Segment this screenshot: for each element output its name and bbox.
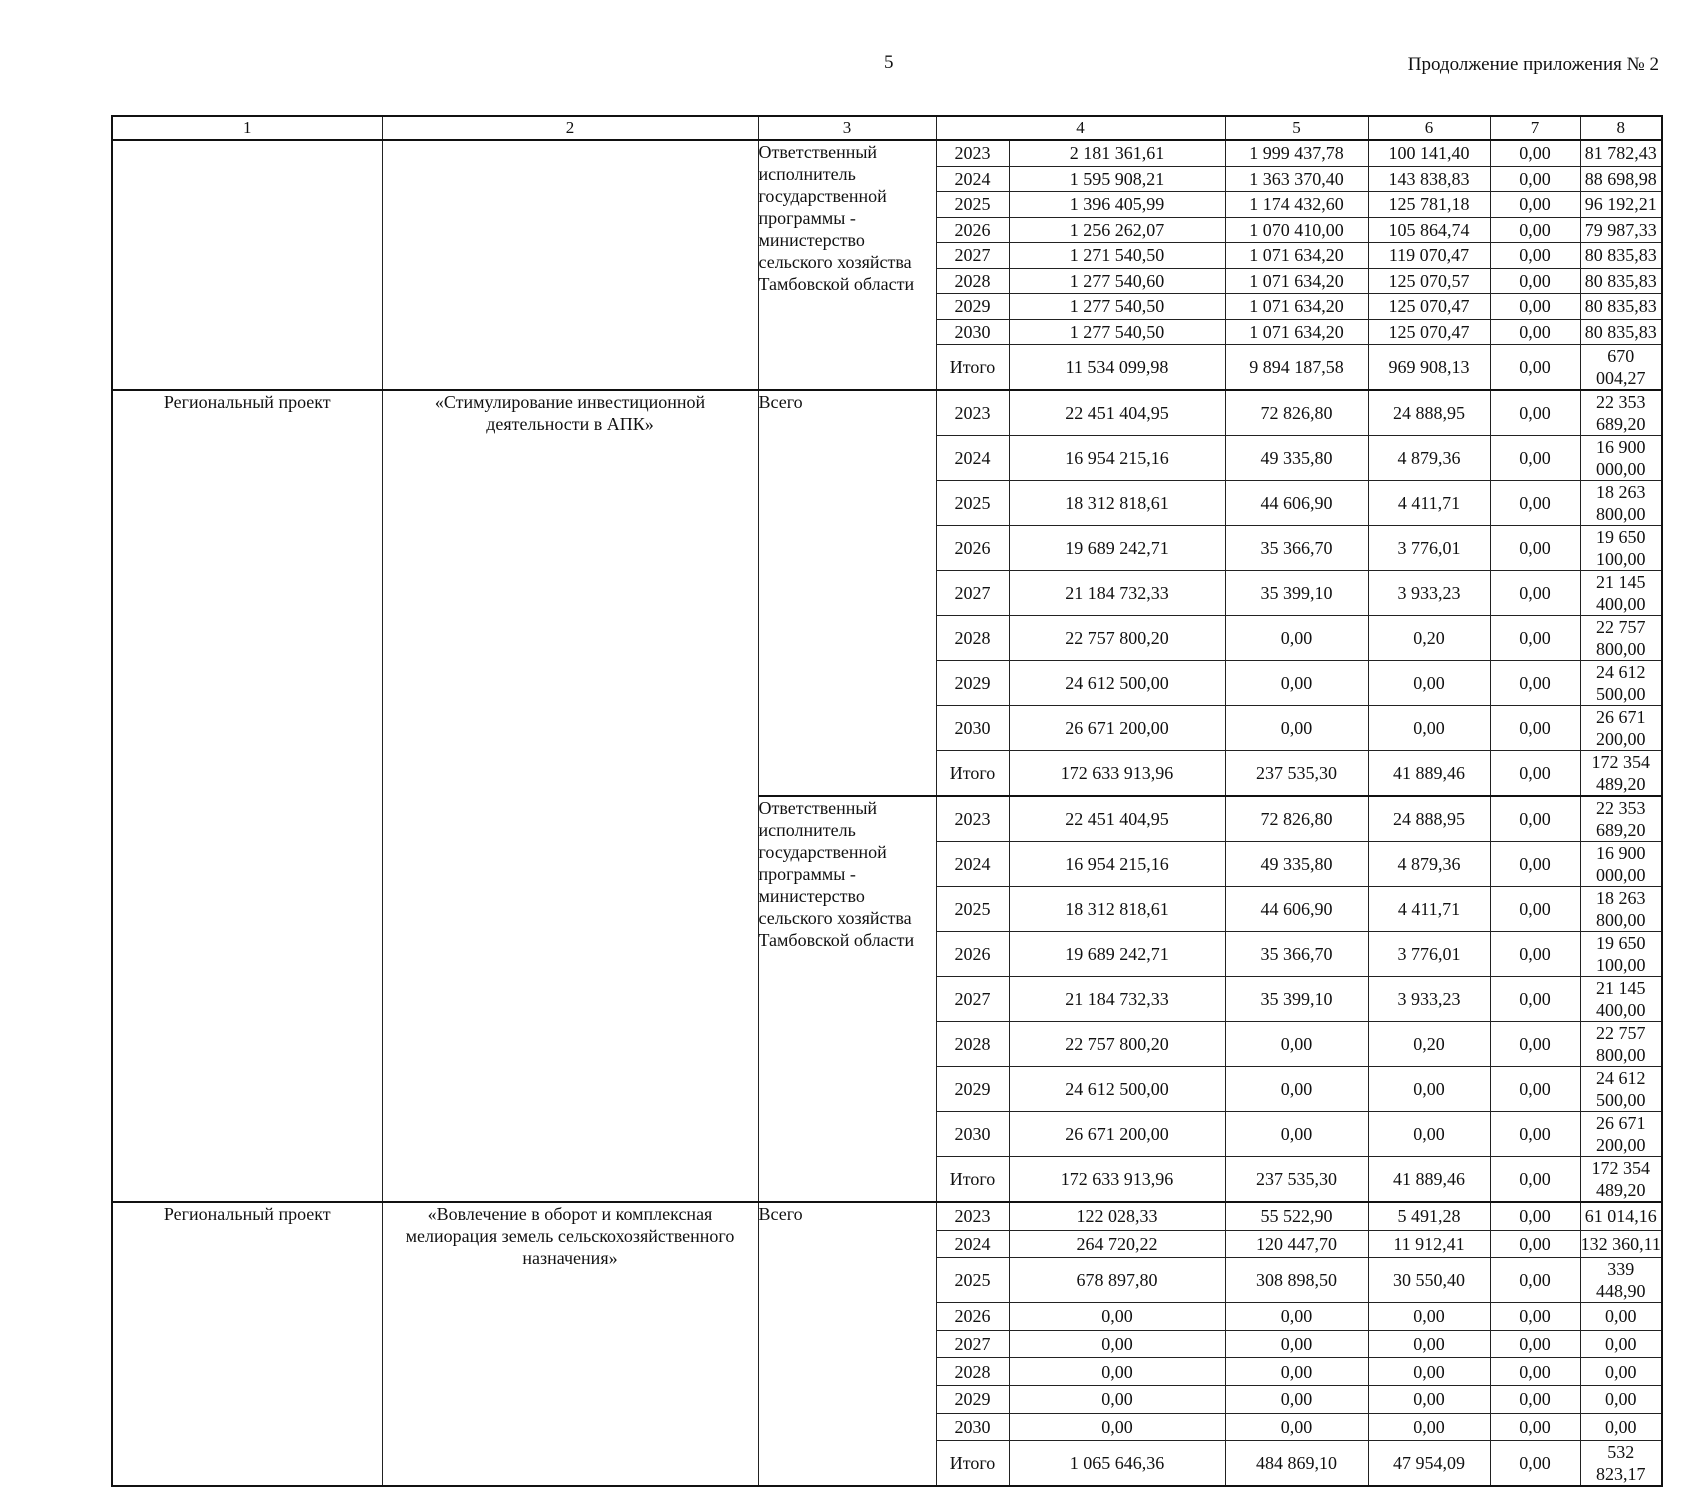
year-cell: 2023 <box>936 140 1009 166</box>
column-header: 4 <box>936 116 1225 140</box>
amount-cell: 0,00 <box>1368 1303 1490 1331</box>
amount-cell: 132 360,11 <box>1580 1230 1662 1258</box>
amount-cell: 35 399,10 <box>1225 571 1368 616</box>
amount-cell: 49 335,80 <box>1225 842 1368 887</box>
amount-cell: 0,00 <box>1009 1303 1225 1331</box>
amount-cell: 125 070,57 <box>1368 268 1490 294</box>
amount-cell: 0,00 <box>1490 706 1580 751</box>
amount-cell: 0,00 <box>1490 1330 1580 1358</box>
amount-cell: 0,00 <box>1368 1413 1490 1441</box>
amount-cell: 0,00 <box>1009 1358 1225 1386</box>
amount-cell: 21 184 732,33 <box>1009 977 1225 1022</box>
amount-cell: 0,00 <box>1225 1112 1368 1157</box>
amount-cell: 0,00 <box>1225 1067 1368 1112</box>
amount-cell: 0,00 <box>1225 706 1368 751</box>
amount-cell: 81 782,43 <box>1580 140 1662 166</box>
amount-cell: 1 277 540,50 <box>1009 319 1225 345</box>
amount-cell: 18 312 818,61 <box>1009 481 1225 526</box>
amount-cell: 16 954 215,16 <box>1009 842 1225 887</box>
amount-cell: 1 071 634,20 <box>1225 294 1368 320</box>
year-cell: 2029 <box>936 1385 1009 1413</box>
year-cell: 2028 <box>936 616 1009 661</box>
year-cell: 2025 <box>936 1258 1009 1303</box>
column-header: 2 <box>382 116 758 140</box>
amount-cell: 1 065 646,36 <box>1009 1441 1225 1487</box>
amount-cell: 24 888,95 <box>1368 390 1490 436</box>
year-cell: 2025 <box>936 481 1009 526</box>
amount-cell: 22 451 404,95 <box>1009 796 1225 842</box>
amount-cell: 0,00 <box>1490 616 1580 661</box>
amount-cell: 0,00 <box>1490 192 1580 218</box>
amount-cell: 105 864,74 <box>1368 217 1490 243</box>
continuation-label: Продолжение приложения № 2 <box>1407 54 1659 75</box>
amount-cell: 0,00 <box>1009 1413 1225 1441</box>
amount-cell: 5 491,28 <box>1368 1202 1490 1230</box>
year-cell: Итого <box>936 345 1009 391</box>
amount-cell: 55 522,90 <box>1225 1202 1368 1230</box>
amount-cell: 0,00 <box>1368 1358 1490 1386</box>
funding-source-cell: Ответственный исполнитель государственной программы - министерство сельского хозяйства Тамбовской области <box>758 140 936 390</box>
amount-cell: 0,00 <box>1490 1022 1580 1067</box>
budget-table <box>111 115 1663 1487</box>
amount-cell: 22 757 800,20 <box>1009 1022 1225 1067</box>
amount-cell: 11 912,41 <box>1368 1230 1490 1258</box>
amount-cell: 1 363 370,40 <box>1225 166 1368 192</box>
amount-cell: 1 277 540,50 <box>1009 294 1225 320</box>
amount-cell: 30 550,40 <box>1368 1258 1490 1303</box>
amount-cell: 1 595 908,21 <box>1009 166 1225 192</box>
amount-cell: 4 411,71 <box>1368 481 1490 526</box>
amount-cell: 4 879,36 <box>1368 436 1490 481</box>
year-cell: Итого <box>936 751 1009 797</box>
amount-cell: 16 954 215,16 <box>1009 436 1225 481</box>
year-cell: Итого <box>936 1441 1009 1487</box>
amount-cell: 237 535,30 <box>1225 1157 1368 1203</box>
amount-cell: 19 689 242,71 <box>1009 932 1225 977</box>
amount-cell: 35 366,70 <box>1225 932 1368 977</box>
table-row <box>112 140 1662 166</box>
table-row <box>112 390 1662 436</box>
amount-cell: 0,00 <box>1225 1358 1368 1386</box>
amount-cell: 969 908,13 <box>1368 345 1490 391</box>
amount-cell: 1 271 540,50 <box>1009 243 1225 269</box>
table-row <box>112 1202 1662 1230</box>
amount-cell: 122 028,33 <box>1009 1202 1225 1230</box>
amount-cell: 35 399,10 <box>1225 977 1368 1022</box>
amount-cell: 0,00 <box>1580 1330 1662 1358</box>
amount-cell: 532 823,17 <box>1580 1441 1662 1487</box>
amount-cell: 0,00 <box>1490 243 1580 269</box>
amount-cell: 0,00 <box>1490 1303 1580 1331</box>
amount-cell: 125 781,18 <box>1368 192 1490 218</box>
amount-cell: 0,00 <box>1225 661 1368 706</box>
amount-cell: 18 312 818,61 <box>1009 887 1225 932</box>
year-cell: Итого <box>936 1157 1009 1203</box>
amount-cell: 47 954,09 <box>1368 1441 1490 1487</box>
amount-cell: 0,00 <box>1490 977 1580 1022</box>
amount-cell: 0,00 <box>1009 1330 1225 1358</box>
amount-cell: 19 650 100,00 <box>1580 526 1662 571</box>
amount-cell: 670 004,27 <box>1580 345 1662 391</box>
program-name-cell: «Вовлечение в оборот и комплексная мелиорация земель сельскохозяйственного назначения» <box>382 1202 758 1486</box>
amount-cell: 72 826,80 <box>1225 796 1368 842</box>
year-cell: 2023 <box>936 796 1009 842</box>
year-cell: 2027 <box>936 571 1009 616</box>
funding-source-cell: Ответственный исполнитель государственной программы - министерство сельского хозяйства Тамбовской области <box>758 796 936 1202</box>
amount-cell: 16 900 000,00 <box>1580 842 1662 887</box>
amount-cell: 80 835,83 <box>1580 268 1662 294</box>
amount-cell: 0,00 <box>1580 1413 1662 1441</box>
amount-cell: 4 879,36 <box>1368 842 1490 887</box>
amount-cell: 0,00 <box>1368 1330 1490 1358</box>
amount-cell: 26 671 200,00 <box>1009 706 1225 751</box>
amount-cell: 0,00 <box>1490 1202 1580 1230</box>
amount-cell: 0,00 <box>1490 481 1580 526</box>
amount-cell: 484 869,10 <box>1225 1441 1368 1487</box>
year-cell: 2028 <box>936 1358 1009 1386</box>
year-cell: 2030 <box>936 319 1009 345</box>
amount-cell: 125 070,47 <box>1368 294 1490 320</box>
amount-cell: 0,00 <box>1368 1112 1490 1157</box>
amount-cell: 0,00 <box>1225 1303 1368 1331</box>
amount-cell: 0,00 <box>1490 390 1580 436</box>
amount-cell: 172 633 913,96 <box>1009 1157 1225 1203</box>
amount-cell: 88 698,98 <box>1580 166 1662 192</box>
column-header: 7 <box>1490 116 1580 140</box>
column-header: 8 <box>1580 116 1662 140</box>
amount-cell: 0,00 <box>1490 140 1580 166</box>
amount-cell: 22 451 404,95 <box>1009 390 1225 436</box>
amount-cell: 0,00 <box>1368 1067 1490 1112</box>
amount-cell: 0,00 <box>1490 436 1580 481</box>
year-cell: 2027 <box>936 243 1009 269</box>
amount-cell: 1 256 262,07 <box>1009 217 1225 243</box>
amount-cell: 0,00 <box>1490 268 1580 294</box>
year-cell: 2026 <box>936 1303 1009 1331</box>
year-cell: 2026 <box>936 217 1009 243</box>
amount-cell: 237 535,30 <box>1225 751 1368 797</box>
amount-cell: 308 898,50 <box>1225 1258 1368 1303</box>
funding-source-cell: Всего <box>758 1202 936 1486</box>
column-header: 6 <box>1368 116 1490 140</box>
amount-cell: 0,00 <box>1368 1385 1490 1413</box>
amount-cell: 1 071 634,20 <box>1225 243 1368 269</box>
amount-cell: 0,00 <box>1490 1413 1580 1441</box>
amount-cell: 21 145 400,00 <box>1580 977 1662 1022</box>
amount-cell: 0,00 <box>1490 319 1580 345</box>
amount-cell: 0,00 <box>1368 661 1490 706</box>
year-cell: 2029 <box>936 661 1009 706</box>
amount-cell: 0,00 <box>1490 661 1580 706</box>
amount-cell: 22 353 689,20 <box>1580 390 1662 436</box>
amount-cell: 1 071 634,20 <box>1225 319 1368 345</box>
amount-cell: 2 181 361,61 <box>1009 140 1225 166</box>
year-cell: 2027 <box>936 1330 1009 1358</box>
amount-cell: 0,00 <box>1580 1303 1662 1331</box>
amount-cell: 41 889,46 <box>1368 1157 1490 1203</box>
amount-cell: 0,00 <box>1490 1385 1580 1413</box>
amount-cell: 0,00 <box>1368 706 1490 751</box>
amount-cell: 264 720,22 <box>1009 1230 1225 1258</box>
amount-cell: 24 612 500,00 <box>1580 661 1662 706</box>
amount-cell: 11 534 099,98 <box>1009 345 1225 391</box>
amount-cell: 96 192,21 <box>1580 192 1662 218</box>
year-cell: 2029 <box>936 1067 1009 1112</box>
amount-cell: 1 277 540,60 <box>1009 268 1225 294</box>
amount-cell: 18 263 800,00 <box>1580 887 1662 932</box>
year-cell: 2024 <box>936 436 1009 481</box>
amount-cell: 172 354 489,20 <box>1580 1157 1662 1203</box>
amount-cell: 1 174 432,60 <box>1225 192 1368 218</box>
year-cell: 2030 <box>936 1112 1009 1157</box>
year-cell: 2025 <box>936 192 1009 218</box>
column-number-row <box>112 116 1662 140</box>
amount-cell: 3 933,23 <box>1368 977 1490 1022</box>
amount-cell: 80 835,83 <box>1580 294 1662 320</box>
amount-cell: 0,00 <box>1009 1385 1225 1413</box>
amount-cell: 120 447,70 <box>1225 1230 1368 1258</box>
year-cell: 2023 <box>936 1202 1009 1230</box>
amount-cell: 1 396 405,99 <box>1009 192 1225 218</box>
amount-cell: 0,00 <box>1225 1385 1368 1413</box>
year-cell: 2027 <box>936 977 1009 1022</box>
amount-cell: 26 671 200,00 <box>1580 1112 1662 1157</box>
column-header: 3 <box>758 116 936 140</box>
amount-cell: 0,00 <box>1490 217 1580 243</box>
amount-cell: 0,00 <box>1490 932 1580 977</box>
amount-cell: 0,20 <box>1368 616 1490 661</box>
amount-cell: 0,00 <box>1490 842 1580 887</box>
amount-cell: 0,20 <box>1368 1022 1490 1067</box>
amount-cell: 61 014,16 <box>1580 1202 1662 1230</box>
amount-cell: 0,00 <box>1490 1067 1580 1112</box>
amount-cell: 80 835,83 <box>1580 243 1662 269</box>
amount-cell: 24 888,95 <box>1368 796 1490 842</box>
year-cell: 2023 <box>936 390 1009 436</box>
year-cell: 2030 <box>936 1413 1009 1441</box>
amount-cell: 119 070,47 <box>1368 243 1490 269</box>
year-cell: 2028 <box>936 1022 1009 1067</box>
amount-cell: 0,00 <box>1580 1358 1662 1386</box>
amount-cell: 100 141,40 <box>1368 140 1490 166</box>
amount-cell: 22 353 689,20 <box>1580 796 1662 842</box>
amount-cell: 1 999 437,78 <box>1225 140 1368 166</box>
year-cell: 2024 <box>936 166 1009 192</box>
amount-cell: 21 145 400,00 <box>1580 571 1662 616</box>
program-type-cell: Региональный проект <box>112 1202 382 1486</box>
amount-cell: 172 633 913,96 <box>1009 751 1225 797</box>
year-cell: 2028 <box>936 268 1009 294</box>
amount-cell: 0,00 <box>1490 294 1580 320</box>
amount-cell: 0,00 <box>1490 345 1580 391</box>
amount-cell: 0,00 <box>1490 1112 1580 1157</box>
amount-cell: 16 900 000,00 <box>1580 436 1662 481</box>
amount-cell: 0,00 <box>1490 1258 1580 1303</box>
amount-cell: 21 184 732,33 <box>1009 571 1225 616</box>
amount-cell: 41 889,46 <box>1368 751 1490 797</box>
amount-cell: 0,00 <box>1490 751 1580 797</box>
program-type-cell <box>112 140 382 390</box>
funding-source-cell: Всего <box>758 390 936 796</box>
amount-cell: 22 757 800,20 <box>1009 616 1225 661</box>
amount-cell: 22 757 800,00 <box>1580 616 1662 661</box>
amount-cell: 24 612 500,00 <box>1009 661 1225 706</box>
amount-cell: 26 671 200,00 <box>1580 706 1662 751</box>
amount-cell: 72 826,80 <box>1225 390 1368 436</box>
amount-cell: 24 612 500,00 <box>1580 1067 1662 1112</box>
amount-cell: 19 689 242,71 <box>1009 526 1225 571</box>
amount-cell: 3 933,23 <box>1368 571 1490 616</box>
year-cell: 2030 <box>936 706 1009 751</box>
amount-cell: 80 835,83 <box>1580 319 1662 345</box>
amount-cell: 678 897,80 <box>1009 1258 1225 1303</box>
amount-cell: 0,00 <box>1225 1413 1368 1441</box>
amount-cell: 44 606,90 <box>1225 887 1368 932</box>
amount-cell: 0,00 <box>1490 166 1580 192</box>
amount-cell: 0,00 <box>1490 796 1580 842</box>
amount-cell: 3 776,01 <box>1368 526 1490 571</box>
year-cell: 2025 <box>936 887 1009 932</box>
amount-cell: 0,00 <box>1490 526 1580 571</box>
amount-cell: 339 448,90 <box>1580 1258 1662 1303</box>
amount-cell: 26 671 200,00 <box>1009 1112 1225 1157</box>
amount-cell: 0,00 <box>1490 1358 1580 1386</box>
program-name-cell: «Стимулирование инвестиционной деятельности в АПК» <box>382 390 758 1202</box>
amount-cell: 0,00 <box>1490 571 1580 616</box>
amount-cell: 22 757 800,00 <box>1580 1022 1662 1067</box>
column-header: 5 <box>1225 116 1368 140</box>
amount-cell: 0,00 <box>1490 1230 1580 1258</box>
amount-cell: 35 366,70 <box>1225 526 1368 571</box>
year-cell: 2026 <box>936 526 1009 571</box>
amount-cell: 0,00 <box>1225 1022 1368 1067</box>
amount-cell: 0,00 <box>1225 1330 1368 1358</box>
amount-cell: 172 354 489,20 <box>1580 751 1662 797</box>
amount-cell: 0,00 <box>1490 1441 1580 1487</box>
year-cell: 2026 <box>936 932 1009 977</box>
column-header: 1 <box>112 116 382 140</box>
program-type-cell: Региональный проект <box>112 390 382 1202</box>
page-number: 5 <box>884 52 894 73</box>
year-cell: 2024 <box>936 1230 1009 1258</box>
amount-cell: 79 987,33 <box>1580 217 1662 243</box>
amount-cell: 44 606,90 <box>1225 481 1368 526</box>
amount-cell: 9 894 187,58 <box>1225 345 1368 391</box>
amount-cell: 125 070,47 <box>1368 319 1490 345</box>
amount-cell: 0,00 <box>1490 1157 1580 1203</box>
amount-cell: 24 612 500,00 <box>1009 1067 1225 1112</box>
amount-cell: 18 263 800,00 <box>1580 481 1662 526</box>
amount-cell: 0,00 <box>1225 616 1368 661</box>
amount-cell: 19 650 100,00 <box>1580 932 1662 977</box>
amount-cell: 1 071 634,20 <box>1225 268 1368 294</box>
amount-cell: 143 838,83 <box>1368 166 1490 192</box>
amount-cell: 49 335,80 <box>1225 436 1368 481</box>
amount-cell: 0,00 <box>1490 887 1580 932</box>
year-cell: 2024 <box>936 842 1009 887</box>
amount-cell: 0,00 <box>1580 1385 1662 1413</box>
amount-cell: 1 070 410,00 <box>1225 217 1368 243</box>
amount-cell: 4 411,71 <box>1368 887 1490 932</box>
year-cell: 2029 <box>936 294 1009 320</box>
program-name-cell <box>382 140 758 390</box>
amount-cell: 3 776,01 <box>1368 932 1490 977</box>
